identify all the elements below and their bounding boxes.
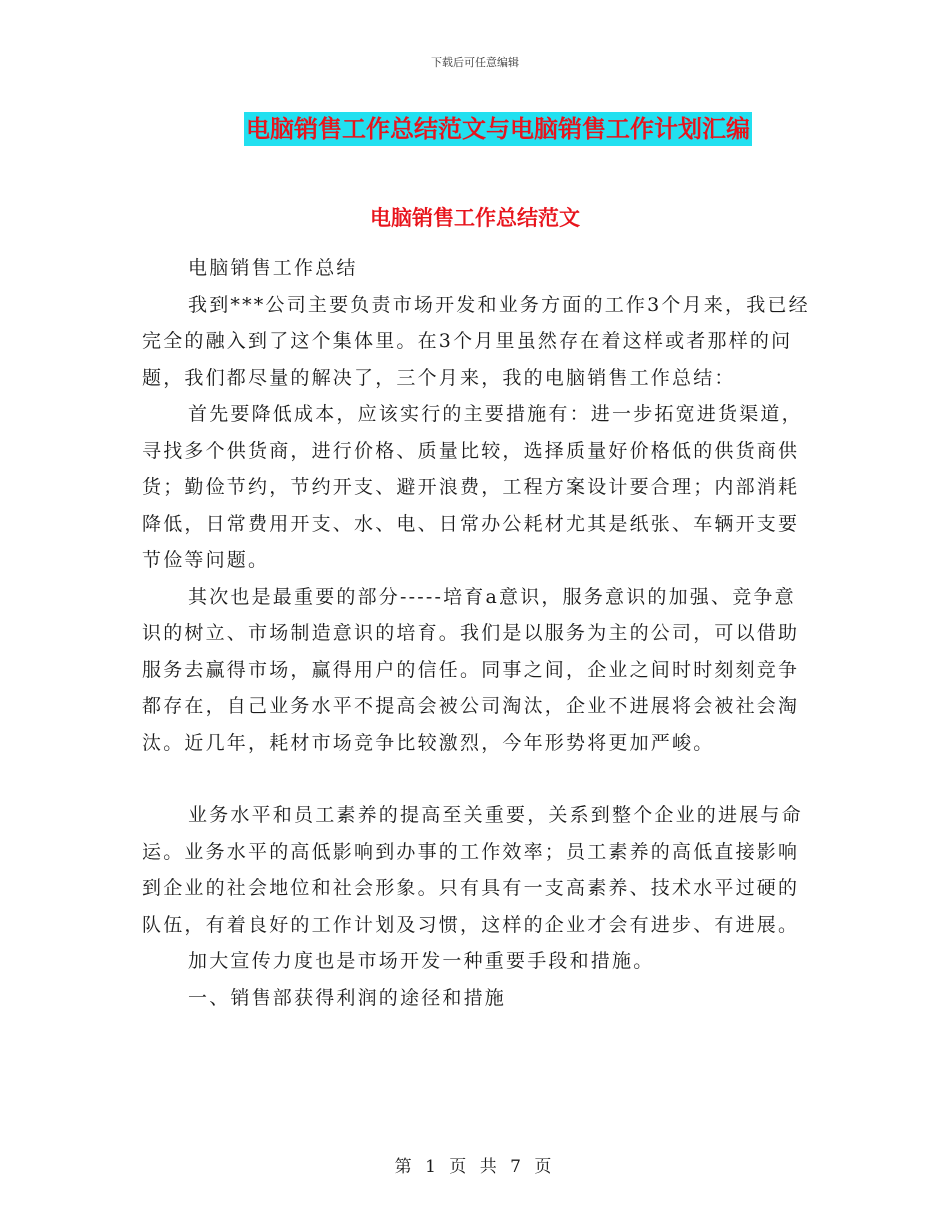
paragraph-cost-reduction: 首先要降低成本，应该实行的主要措施有：进一步拓宽进货渠道，寻找多个供货商，进行价格、质量比较，选择质量好价格低的供货商供货；勤俭节约，节约开支、避开浪费，工程方案设计要合理；内部消耗降低，日常费用开支、水、电、日常办公耗材尤其是纸张、车辆开支要节俭等问题。 — [142, 403, 803, 571]
document-body — [142, 250, 812, 1016]
paragraph-profit-heading: 一、销售部获得利润的途径和措施 — [188, 986, 507, 1009]
paragraph-intro: 我到***公司主要负责市场开发和业务方面的工作3个月来，我已经完全的融入到了这个集体里。在3个月里虽然存在着这样或者那样的问题，我们都尽量的解决了，三个月来，我的电脑销售工作总结： — [142, 293, 810, 389]
page-number-footer: 第 1 页 共 7 页 — [394, 1157, 556, 1177]
page-header-note: 下载后可任意编辑 — [431, 56, 519, 69]
paragraph-service-awareness: 其次也是最重要的部分-----培育a意识，服务意识的加强、竞争意识的树立、市场制造意识的培育。我们是以服务为主的公司，可以借助服务去赢得市场，赢得用户的信任。同事之间，企业之间时时刻刻竞争都存在，自己业务水平不提高会被公司淘汰，企业不进展将会被社会淘汰。近几年，耗材市场竞争比较激烈，今年形势将更加严峻。 — [142, 585, 800, 754]
document-title: 电脑销售工作总结范文与电脑销售工作计划汇编 — [244, 112, 752, 146]
paragraph-summary-heading: 电脑销售工作总结 — [188, 257, 358, 279]
paragraph-staff-quality: 业务水平和员工素养的提高至关重要，关系到整个企业的进展与命运。业务水平的高低影响到办事的工作效率；员工素养的高低直接影响到企业的社会地位和社会形象。只有具有一支高素养、技术水平过硬的队伍，有着良好的工作计划及习惯，这样的企业才会有进步、有进展。 — [142, 804, 803, 936]
document-title-container — [0, 112, 950, 146]
paragraph-publicity: 加大宣传力度也是市场开发一种重要手段和措施。 — [188, 950, 655, 972]
section-title: 电脑销售工作总结范文 — [370, 205, 580, 230]
